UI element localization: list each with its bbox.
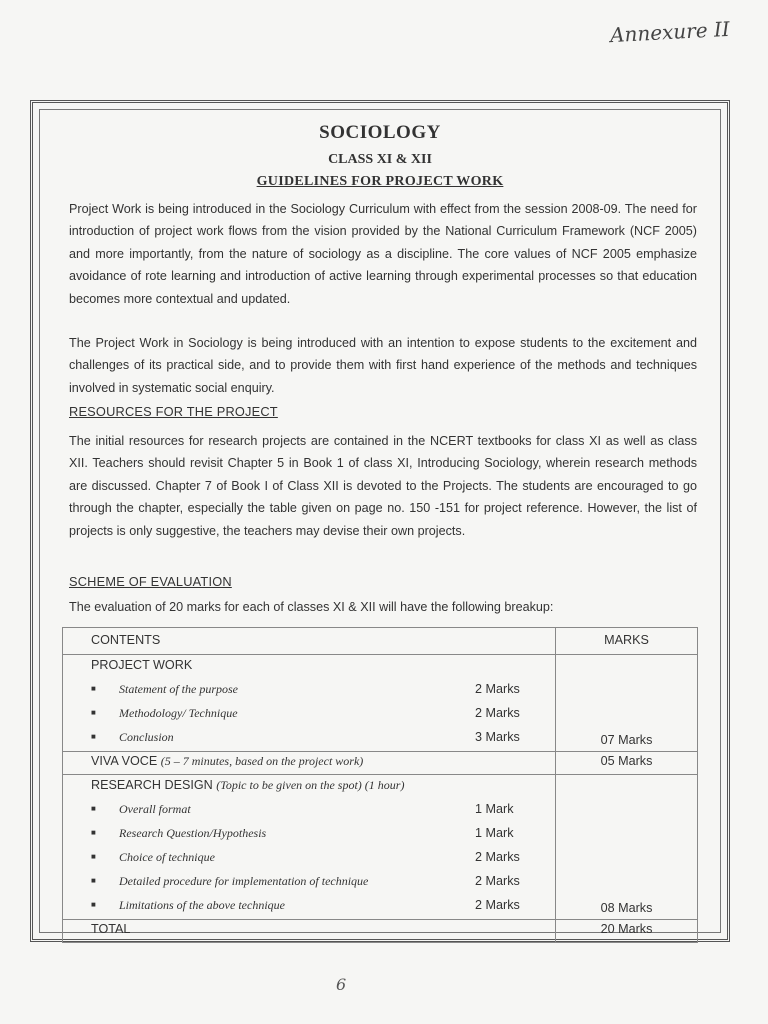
document-frame [30,100,730,942]
bullet-icon: ■ [91,708,96,717]
bullet-icon: ■ [91,900,96,909]
total-label: TOTAL [91,922,131,936]
viva-voce-note: (5 – 7 minutes, based on the project work) [160,754,364,768]
bullet-icon: ■ [91,876,96,885]
bullet-icon: ■ [91,684,96,693]
total-marks: 20 Marks [600,922,653,936]
bullet-icon: ■ [91,828,96,837]
annexure-label: Annexure II [609,16,731,48]
list-item: ■ Limitations of the above technique 2 Marks [91,898,520,912]
document-body [39,109,721,936]
total-row [63,920,698,943]
project-work-row [63,655,698,752]
viva-voce-label: VIVA VOCE [91,754,158,768]
class-subtitle: CLASS XI & XII [328,152,432,167]
scheme-heading: SCHEME OF EVALUATION [69,574,232,589]
bullet-icon: ■ [91,852,96,861]
scheme-intro: The evaluation of 20 marks for each of classes XI & XII will have the following breakup: [69,600,554,614]
list-item: ■ Overall format 1 Mark [91,802,514,816]
page-number: 6 [336,975,347,994]
resources-heading: RESOURCES FOR THE PROJECT [69,404,278,419]
research-design-row [63,775,698,920]
guidelines-heading: GUIDELINES FOR PROJECT WORK [256,174,504,189]
list-item: ■ Research Question/Hypothesis 1 Mark [91,826,514,840]
evaluation-table [62,627,698,943]
list-item: ■ Methodology/ Technique 2 Marks [91,706,520,720]
resources-paragraph: The initial resources for research projects are contained in the NCERT textbooks for class XI as well as class XII. Teachers should revisit Chapter 5 in Book 1 of class XI, Introducing Sociology, wherein research methods are discussed. Chapter 7 of Book I of Class XII is devoted to the Projects. The students are encouraged to go through the chapter, especially the table given on page no. 150 -151 for project reference. However, the list of projects is only suggestive, the teachers may devise their own projects. [69,434,697,538]
research-design-note: (Topic to be given on the spot) (1 hour) [216,778,405,792]
list-item: ■ Choice of technique 2 Marks [91,850,520,864]
list-item: ■ Conclusion 3 Marks [91,730,520,744]
bullet-icon: ■ [91,804,96,813]
research-design-total: 08 Marks [600,901,653,915]
research-design-label: RESEARCH DESIGN [91,778,213,792]
list-item: ■ Detailed procedure for implementation of technique 2 Marks [91,874,520,888]
project-work-label: PROJECT WORK [91,658,193,672]
bullet-icon: ■ [91,732,96,741]
intro-paragraph-2: The Project Work in Sociology is being introduced with an intention to expose students to the excitement and challenges of its practical side, and to provide them with first hand experience of the methods and techniques involved in systematic social enquiry. [69,336,697,395]
intro-paragraph-1: Project Work is being introduced in the Sociology Curriculum with effect from the session 2008-09. The need for introduction of project work flows from the vision provided by the National Curriculum Framework (NCF 2005) and more importantly, from the nature of sociology as a discipline. The core values of NCF 2005 emphasize avoidance of rote learning and introduction of active learning through experimental processes so that education becomes more contextual and updated. [69,202,697,306]
page-title: SOCIOLOGY [319,122,441,143]
table-header-row [63,628,698,655]
viva-voce-total: 05 Marks [600,754,653,768]
marks-header: MARKS [604,633,649,647]
contents-header: CONTENTS [91,633,161,647]
list-item: ■ Statement of the purpose 2 Marks [91,682,520,696]
viva-voce-row [63,752,698,775]
project-work-total: 07 Marks [600,733,653,747]
